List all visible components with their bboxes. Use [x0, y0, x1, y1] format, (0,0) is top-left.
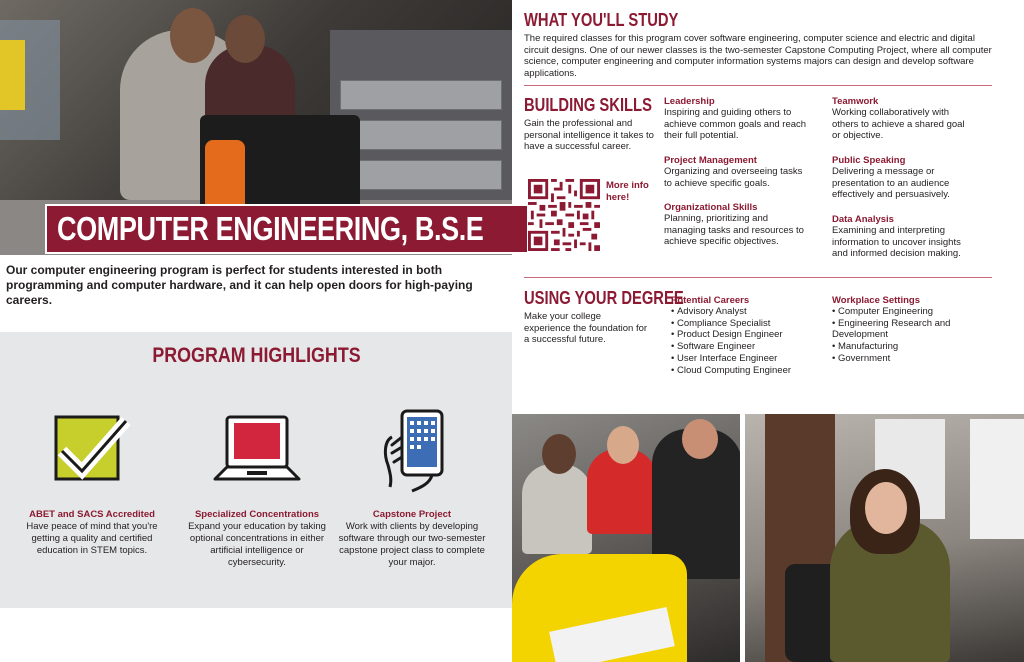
program-highlights-panel [0, 332, 512, 608]
skill-organizational: Organizational Skills Planning, prioritizing and managing tasks and resources to achieve specific objectives. [664, 202, 804, 247]
qr-more-info-link[interactable]: More info here! [606, 180, 649, 203]
phone-hand-icon [362, 407, 462, 497]
skill-leadership: Leadership Inspiring and guiding others to achieve common goals and reach their full potential. [664, 96, 807, 141]
list-item: • Advisory Analyst [671, 306, 821, 318]
highlight-desc: Have peace of mind that you're getting a quality and certified education in STEM topics. [26, 521, 158, 556]
study-heading: WHAT YOU'LL STUDY [524, 10, 679, 30]
settings-list [832, 306, 962, 365]
list-item: • Engineering Research and Development [832, 318, 962, 341]
list-item: • User Interface Engineer [671, 353, 821, 365]
program-title: COMPUTER ENGINEERING, B.S.E [57, 210, 484, 247]
divider [524, 85, 992, 86]
student-smiling-photo [745, 414, 1024, 662]
skills-heading: BUILDING SKILLS [524, 95, 652, 115]
laptop-icon [207, 407, 307, 497]
divider [524, 277, 992, 278]
highlight-abet [17, 407, 167, 557]
list-item: • Government [832, 353, 962, 365]
qr-code[interactable] [528, 179, 600, 251]
list-item: • Computer Engineering [832, 306, 962, 318]
highlight-desc: Work with clients by developing software through our two-semester capstone project class to complete your major. [338, 521, 486, 568]
students-lab-photo [512, 414, 740, 662]
list-item: • Compliance Specialist [671, 318, 821, 330]
checkmark-icon [42, 407, 142, 497]
careers-block: Potential Careers • Advisory Analyst • Compliance Specialist • Product Design Engineer • Software Engineer • User Interface Engineer • Cloud Computing Engineer [671, 295, 821, 376]
highlight-name: Capstone Project [372, 509, 452, 520]
highlight-name: ABET and SACS Accredited [29, 509, 155, 520]
highlights-title: PROGRAM HIGHLIGHTS [151, 344, 361, 367]
list-item: • Manufacturing [832, 341, 962, 353]
highlight-name: Specialized Concentrations [194, 509, 320, 520]
settings-block: Workplace Settings • Computer Engineering • Engineering Research and Development • Manufacturing • Government [832, 295, 962, 365]
highlight-capstone [337, 407, 487, 569]
highlight-concentrations [182, 407, 332, 569]
list-item: • Product Design Engineer [671, 329, 821, 341]
program-title-banner [45, 204, 529, 254]
skill-public-speaking: Public Speaking Delivering a message or presentation to an audience effectively and persuasively. [832, 155, 950, 200]
skill-teamwork: Teamwork Working collaboratively with others to achieve a shared goal or objective. [832, 96, 965, 141]
highlight-desc: Expand your education by taking optional concentrations in either artificial intelligence or cybersecurity. [188, 521, 326, 568]
program-intro: Our computer engineering program is perfect for students interested in both programming and computer hardware, and it can help open doors for high-paying careers. [6, 263, 473, 307]
degree-heading: USING YOUR DEGREE [524, 288, 684, 308]
degree-intro: Make your college experience the foundation for a successful future. [524, 311, 648, 345]
skill-project-management: Project Management Organizing and overseeing tasks to achieve specific goals. [664, 155, 803, 189]
skills-intro: Gain the professional and personal intelligence it takes to have a successful career. [524, 118, 654, 152]
list-item: • Software Engineer [671, 341, 821, 353]
list-item: • Cloud Computing Engineer [671, 365, 821, 377]
skill-data-analysis: Data Analysis Examining and interpreting information to uncover insights and informed decision making. [832, 214, 961, 259]
careers-list [671, 306, 821, 376]
study-body: The required classes for this program cover software engineering, computer science and electric and digital circuit designs. One of our newer classes is the two-semester Capstone Computing Project, where all computer science, computer engineering and computer information systems majors can design and develop software applications. [524, 33, 992, 79]
